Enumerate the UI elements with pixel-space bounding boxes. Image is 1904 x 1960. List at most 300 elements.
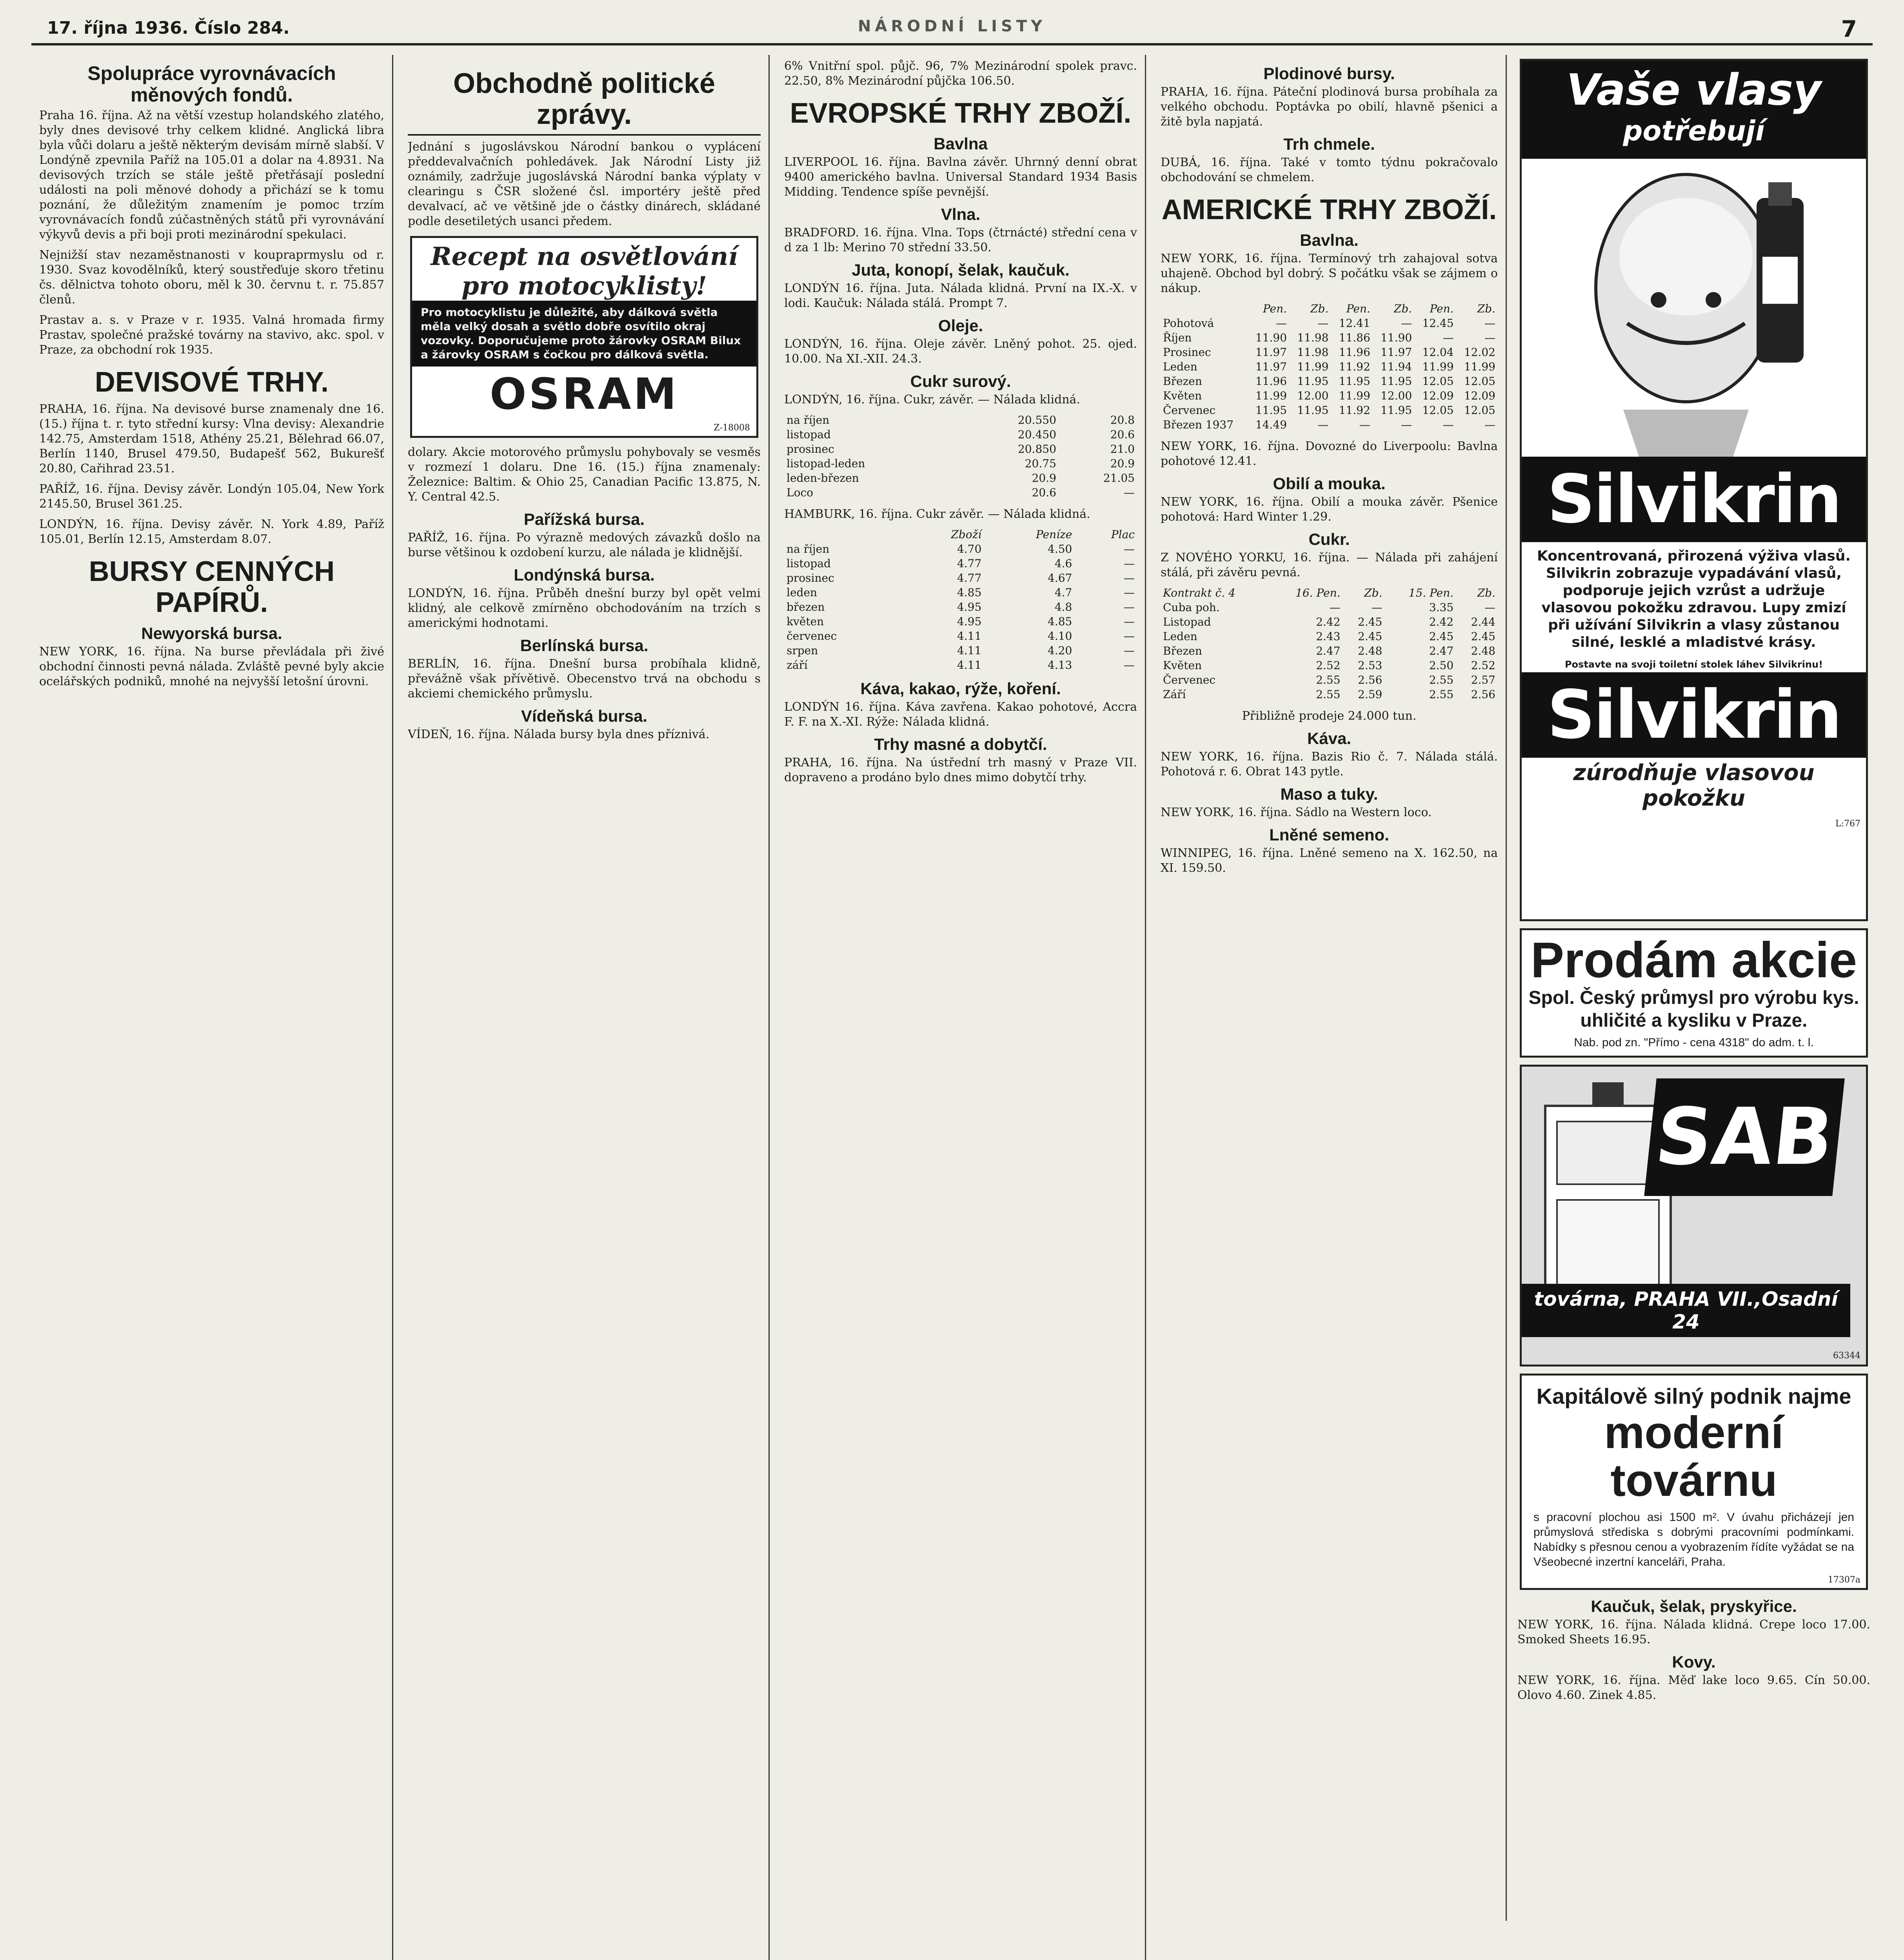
table-row xyxy=(784,585,1137,600)
table-cell: 12.09 xyxy=(1464,389,1495,403)
table-header-cell: Pen. xyxy=(1263,302,1287,316)
table-header-cell: Kontrakt č. 4 xyxy=(1163,586,1235,600)
table-cell: 11.99 xyxy=(1339,389,1370,403)
table-row xyxy=(1161,600,1498,615)
cotton-ny-table xyxy=(1161,301,1498,432)
table-cell: 4.70 xyxy=(957,543,982,556)
table-cell: — xyxy=(1124,659,1135,672)
prodam-akcie-advertisement xyxy=(1520,928,1868,1058)
table-cell: Květen xyxy=(1163,389,1202,403)
article-paragraph: NEW YORK, 16. října. Dovozné do Liverpoolu: Bavlna pohotové 12.41. xyxy=(1161,439,1498,468)
table-row xyxy=(784,485,1137,500)
subhead-chmel: Trh chmele. xyxy=(1283,135,1375,153)
table-cell: 11.99 xyxy=(1464,360,1495,374)
table-cell: 2.57 xyxy=(1471,673,1495,687)
table-cell: 2.47 xyxy=(1429,644,1454,658)
headline-obchodne-politicke: Obchodně politické zprávy. xyxy=(408,68,761,136)
table-row xyxy=(1161,330,1498,345)
table-row xyxy=(1161,644,1498,658)
subhead-vienna: Vídeňská bursa. xyxy=(521,707,648,726)
column-4 xyxy=(1161,59,1498,1921)
table-cell: — xyxy=(1317,317,1329,330)
table-header-cell: Zb. xyxy=(1393,302,1412,316)
subhead-berlin: Berlínská bursa. xyxy=(520,636,649,655)
article-paragraph: LONDÝN 16. října. Káva zavřena. Kakao pohotové, Accra F. F. na X.-XI. Rýže: Nálada klidná. xyxy=(784,700,1137,729)
masthead xyxy=(31,16,1873,45)
article-paragraph: NEW YORK, 16. října. Na burse převládala při živé obchodní činnosti pevná nálada. Zvláště pevné byly akcie ocelářských podniků, mnohé na nejvyšší letošní úrovni. xyxy=(39,644,384,688)
column-rule xyxy=(769,55,770,1960)
article-paragraph: Jednání s jugoslávskou Národní bankou o vyplácení předdevalvačních pohledávek. Jak Národní Listy již oznámily, zadržuje jugoslávská Národní banka výplaty v clearingu s ČSR složené čsl. importéry ještě před devalvací, ač ve většině jde o částky dinárech, skládané podle desetiletých usanci předem. xyxy=(408,140,761,229)
table-caption: Z NOVÉHO YORKU, 16. října. — Nálada při zahájení stálá, při závěru pevná. xyxy=(1161,551,1498,580)
table-cell: 11.96 xyxy=(1339,346,1370,359)
table-cell: Loco xyxy=(787,486,813,499)
table-cell: — xyxy=(1317,418,1329,432)
article-paragraph: NEW YORK, 16. října. Sádlo na Western loco. xyxy=(1161,806,1432,820)
table-cell: prosinec xyxy=(787,572,834,585)
table-header-cell: Plac xyxy=(1111,528,1135,541)
table-row xyxy=(784,600,1137,614)
table-row xyxy=(784,427,1137,442)
silvikrin-logo: Silvikrin xyxy=(1522,457,1866,542)
table-cell: na říjen xyxy=(787,414,830,427)
table-caption: LONDÝN, 16. října. Cukr, závěr. — Nálada klidná. xyxy=(784,393,1080,407)
article-paragraph: VÍDEŇ, 16. října. Nálada bursy byla dnes příznivá. xyxy=(408,728,710,742)
silvikrin-description: Koncentrovaná, přirozená výživa vlasů. Silvikrin zobrazuje vypadávání vlasů, podporuje jejich vzrůst a udržuje vlasovou pokožku zdravou. Lupy zmizí při užívání Silvikrin a vlasy zůstanou silné, lesklé a mladistvé krásy. xyxy=(1537,548,1851,650)
table-header-cell: Zb. xyxy=(1364,586,1383,600)
table-cell: 11.99 xyxy=(1297,360,1329,374)
table-cell: 4.77 xyxy=(957,557,982,570)
table-cell: — xyxy=(1124,601,1135,614)
table-header-cell: 15. Pen. xyxy=(1408,586,1454,600)
table-cell: 11.92 xyxy=(1339,404,1370,417)
osram-body: Pro motocyklistu je důležité, aby dálková světla měla velký dosah a světlo dobře osvítilo okraj vozovky. Doporučujeme proto žárovky OSRAM Bilux a žárovky OSRAM s čočkou pro dálková světla. xyxy=(412,301,756,367)
table-header-cell: Pen. xyxy=(1346,302,1370,316)
table-cell: 2.55 xyxy=(1429,688,1454,701)
table-row xyxy=(784,658,1137,672)
subhead-kovy: Kovy. xyxy=(1672,1652,1716,1671)
table-cell: 11.99 xyxy=(1422,360,1454,374)
table-cell: srpen xyxy=(787,644,818,657)
table-cell: 11.97 xyxy=(1255,346,1287,359)
table-cell: 2.45 xyxy=(1358,615,1383,629)
article-paragraph: LONDÝN, 16. října. Oleje závěr. Lněný pohot. 25. ojed. 10.00. Na XI.-XII. 24.3. xyxy=(784,337,1137,366)
table-cell: červenec xyxy=(787,630,837,643)
column-5 xyxy=(1517,59,1870,1921)
article-paragraph: WINNIPEG, 16. října. Lněné semeno na X. 162.50, na XI. 159.50. xyxy=(1161,846,1498,875)
table-cell: 12.41 xyxy=(1339,317,1370,330)
article-paragraph: 6% Vnitřní spol. půjč. 96, 7% Mezinárodní spolek pravc. 22.50, 8% Mezinárodní půjčka 106.50. xyxy=(784,59,1137,88)
table-cell: 2.45 xyxy=(1358,630,1383,643)
table-row xyxy=(1161,359,1498,374)
table-row xyxy=(1161,629,1498,644)
subhead-lnene: Lněné semeno. xyxy=(1269,826,1389,844)
table-cell: 2.55 xyxy=(1316,688,1341,701)
table-cell: Květen xyxy=(1163,659,1202,672)
table-cell: listopad-leden xyxy=(787,457,865,470)
newspaper-page xyxy=(31,16,1873,1960)
table-cell: — xyxy=(1124,572,1135,585)
table-cell: 4.20 xyxy=(1048,644,1072,657)
table-cell: 11.95 xyxy=(1380,404,1412,417)
table-cell: — xyxy=(1401,317,1412,330)
table-cell: 11.98 xyxy=(1297,331,1329,345)
subhead-london: Londýnská bursa. xyxy=(514,566,655,584)
article-paragraph: DUBÁ, 16. října. Také v tomto týdnu pokračovalo obchodování se chmelem. xyxy=(1161,156,1498,184)
ad-code: 63344 xyxy=(1833,1351,1860,1361)
table-cell: 4.10 xyxy=(1048,630,1072,643)
osram-headline: Recept na osvětlování pro motocyklisty! xyxy=(431,242,738,301)
table-cell: 12.00 xyxy=(1380,389,1412,403)
table-cell: 11.90 xyxy=(1380,331,1412,345)
silvikrin-note: Postavte na svoji toiletní stolek láhev Silvikrinu! xyxy=(1564,659,1823,670)
article-paragraph: PAŘÍŽ, 16. října. Devisy závěr. Londýn 105.04, New York 2145.50, Brusel 361.25. xyxy=(39,482,384,511)
sab-advertisement xyxy=(1520,1065,1868,1367)
table-cell: — xyxy=(1484,601,1495,614)
subhead-kaucuk: Kaučuk, šelak, pryskyřice. xyxy=(1591,1597,1797,1615)
article-paragraph: Prastav a. s. v Praze v r. 1935. Valná hromada firmy Prastav, společné pražské továrny na stavivo, akc. spol. v Praze, za obchodní rok 1935. xyxy=(39,313,384,357)
table-cell: 12.05 xyxy=(1422,375,1454,388)
table-cell: 12.05 xyxy=(1422,404,1454,417)
prodam-subtitle: Spol. Český průmysl pro výrobu kys. uhličité a kysliku v Praze. xyxy=(1528,987,1859,1031)
table-cell: — xyxy=(1124,644,1135,657)
table-cell: Březen 1937 xyxy=(1163,418,1234,432)
subhead-oleje: Oleje. xyxy=(938,316,983,335)
table-cell: 4.67 xyxy=(1048,572,1072,585)
table-cell: 11.99 xyxy=(1255,389,1287,403)
table-row xyxy=(784,629,1137,643)
table-cell: 2.50 xyxy=(1429,659,1454,672)
table-cell: Leden xyxy=(1163,630,1197,643)
table-cell: 11.95 xyxy=(1339,375,1370,388)
table-cell: Pohotová xyxy=(1163,317,1214,330)
table-cell: 20.6 xyxy=(1032,486,1056,499)
table-cell: 2.48 xyxy=(1358,644,1383,658)
table-cell: Listopad xyxy=(1163,615,1211,629)
table-cell: 4.85 xyxy=(957,586,982,599)
table-cell: 11.94 xyxy=(1380,360,1412,374)
table-cell: — xyxy=(1359,418,1370,432)
table-header-cell: Zb. xyxy=(1477,302,1495,316)
article-paragraph: NEW YORK, 16. října. Nálada klidná. Crepe loco 17.00. Smoked Sheets 16.95. xyxy=(1517,1617,1870,1646)
ad-code: Z-18008 xyxy=(714,423,750,433)
table-header-cell: Pen. xyxy=(1430,302,1454,316)
table-header-cell: Zb. xyxy=(1310,302,1329,316)
article-paragraph: PAŘÍŽ, 16. října. Po výrazně medových závazků došlo na burse většinou k ozdobení kurzu, ale nálada je klidnější. xyxy=(408,531,761,560)
table-cell: 20.8 xyxy=(1110,414,1135,427)
headline-devisove-trhy: DEVISOVÉ TRHY. xyxy=(94,367,329,398)
table-cell: 4.77 xyxy=(957,572,982,585)
silvikrin-tagline: zúrodňuje vlasovou pokožku xyxy=(1573,760,1815,811)
tovarna-advertisement xyxy=(1520,1374,1868,1590)
table-cell: Březen xyxy=(1163,644,1202,658)
table-header-cell: Zb. xyxy=(1477,586,1495,600)
subhead-juta: Juta, konopí, šelak, kaučuk. xyxy=(852,261,1070,279)
sab-caption: továrna, PRAHA VII.,Osadní 24 xyxy=(1522,1284,1850,1337)
table-cell: 2.55 xyxy=(1316,673,1341,687)
table-cell: — xyxy=(1329,601,1341,614)
silvikrin-banner-line2: potřebují xyxy=(1522,115,1866,155)
table-cell: 11.92 xyxy=(1339,360,1370,374)
paper-title: NÁRODNÍ LISTY xyxy=(858,17,1046,35)
table-cell: leden-březen xyxy=(787,472,859,485)
table-header-cell: Zboží xyxy=(951,528,982,541)
table-cell: 2.42 xyxy=(1429,615,1454,629)
table-cell: 2.52 xyxy=(1316,659,1341,672)
table-cell: 20.850 xyxy=(1017,443,1056,456)
table-cell: 2.56 xyxy=(1358,673,1383,687)
subhead-maso-ny: Maso a tuky. xyxy=(1280,785,1378,804)
table-cell: — xyxy=(1401,418,1412,432)
subhead-bavlna-ny: Bavlna. xyxy=(1300,231,1359,250)
table-cell: 21.0 xyxy=(1110,443,1135,456)
table-cell: Červenec xyxy=(1163,404,1216,417)
table-cell: 4.11 xyxy=(957,630,982,643)
subhead-cukr-ny: Cukr. xyxy=(1308,530,1350,549)
sab-logo: SAB xyxy=(1644,1078,1845,1196)
table-row xyxy=(1161,687,1498,702)
table-cell: 12.00 xyxy=(1297,389,1329,403)
article-paragraph: LIVERPOOL 16. října. Bavlna závěr. Uhrnný denní obrat 9400 amerického bavlna. Universal Standard 1934 Basis Midding. Tendence spíše pevnější. xyxy=(784,155,1137,199)
article-paragraph: NEW YORK, 16. října. Termínový trh zahajoval sotva uhajeně. Obchod byl dobrý. S počátku však se zájmem o nákup. xyxy=(1161,252,1498,296)
table-header-row xyxy=(1161,301,1498,316)
table-cell: 11.90 xyxy=(1255,331,1287,345)
table-cell: 21.05 xyxy=(1103,472,1135,485)
table-cell: — xyxy=(1276,317,1287,330)
table-cell: Leden xyxy=(1163,360,1197,374)
table-cell: 4.6 xyxy=(1054,557,1072,570)
table-cell: 12.05 xyxy=(1464,375,1495,388)
table-cell: 2.42 xyxy=(1316,615,1341,629)
table-cell: Červenec xyxy=(1163,673,1216,687)
table-row xyxy=(1161,316,1498,330)
osram-logo: OSRAM xyxy=(489,369,679,419)
tovarna-headline: Kapitálově silný podnik najme xyxy=(1536,1384,1851,1409)
article-paragraph: PRAHA, 16. října. Na ústřední trh masný v Praze VII. dopraveno a prodáno bylo dnes mimo dobytčí trhy. xyxy=(784,756,1137,785)
table-row xyxy=(784,542,1137,556)
table-cell: 11.86 xyxy=(1339,331,1370,345)
table-cell: Prosinec xyxy=(1163,346,1211,359)
table-cell: 3.35 xyxy=(1429,601,1454,614)
table-header-cell xyxy=(1161,301,1248,316)
subhead-cukr: Cukr surový. xyxy=(910,372,1011,391)
table-cell: 4.7 xyxy=(1054,586,1072,599)
table-row xyxy=(1161,417,1498,432)
table-cell: 2.45 xyxy=(1429,630,1454,643)
article-paragraph: LONDÝN 16. října. Juta. Nálada klidná. První na IX.-X. v lodi. Kaučuk: Nálada stálá. Prompt 7. xyxy=(784,281,1137,310)
table-cell: — xyxy=(1484,418,1495,432)
table-cell: 4.13 xyxy=(1048,659,1072,672)
table-cell: na říjen xyxy=(787,543,830,556)
table-row xyxy=(1161,673,1498,687)
table-cell: 4.85 xyxy=(1048,615,1072,628)
table-cell: 4.11 xyxy=(957,644,982,657)
table-cell: 12.02 xyxy=(1464,346,1495,359)
subhead-vlna: Vlna. xyxy=(941,205,981,224)
article-paragraph: NEW YORK, 16. října. Měď lake loco 9.65. Cín 50.00. Olovo 4.60. Zinek 4.85. xyxy=(1517,1673,1870,1702)
table-cell: — xyxy=(1124,630,1135,643)
table-cell: 11.95 xyxy=(1297,375,1329,388)
headline-bursy-cennych-papiru: BURSY CENNÝCH PAPÍRŮ. xyxy=(89,556,335,619)
tovarna-text: s pracovní plochou asi 1500 m². V úvahu přicházejí jen průmyslová střediska s dobrými pracovními podmínkami. Nabídky s přesnou cenou a vyobrazením řídíte vyžádat se na Všeobecné inzertní kanceláři, Praha. xyxy=(1533,1510,1854,1568)
table-cell: 11.98 xyxy=(1297,346,1329,359)
table-cell: — xyxy=(1124,543,1135,556)
subhead-plodinove: Plodinové bursy. xyxy=(1263,64,1395,83)
table-cell: 11.97 xyxy=(1380,346,1412,359)
table-cell: 2.48 xyxy=(1471,644,1495,658)
ad-code: 17307a xyxy=(1828,1575,1860,1585)
headline-fund-cooperation: Spolupráce vyrovnávacích měnových fondů. xyxy=(87,62,336,106)
table-row xyxy=(784,442,1137,456)
column-rule xyxy=(1506,55,1507,1921)
prodam-title: Prodám akcie xyxy=(1530,932,1857,988)
headline-evropske-trhy: EVROPSKÉ TRHY ZBOŽÍ. xyxy=(790,98,1132,129)
sugar-ny-table xyxy=(1161,586,1498,702)
article-paragraph: LONDÝN, 16. října. Průběh dnešní burzy byl opět velmi klidný, ale celkově zmírněno obchodováním na trzích s americkými hodnotami. xyxy=(408,586,761,630)
table-cell: listopad xyxy=(787,428,831,441)
table-cell: 11.95 xyxy=(1255,404,1287,417)
ad-code: L:767 xyxy=(1835,819,1860,829)
table-cell: 20.9 xyxy=(1110,457,1135,470)
table-row xyxy=(1161,345,1498,359)
table-caption: HAMBURK, 16. října. Cukr závěr. — Nálada klidná. xyxy=(784,507,1090,521)
table-cell: 4.11 xyxy=(957,659,982,672)
table-row xyxy=(1161,374,1498,388)
article-paragraph: Nejnižší stav nezaměstnanosti v koupraprmyslu od r. 1930. Svaz kovodělníků, který soustřeďuje skoro třetinu čs. dělnictva tohoto oboru, měl k 30. červnu t. r. 75.857 členů. xyxy=(39,248,384,307)
table-cell: 20.9 xyxy=(1032,472,1056,485)
table-cell: 4.95 xyxy=(957,601,982,614)
table-cell: 12.04 xyxy=(1422,346,1454,359)
table-cell: — xyxy=(1484,317,1495,330)
table-cell: 2.45 xyxy=(1471,630,1495,643)
table-cell: 2.53 xyxy=(1358,659,1383,672)
table-cell: 4.50 xyxy=(1048,543,1072,556)
sugar-hamburg-table xyxy=(784,527,1137,672)
column-3 xyxy=(784,59,1137,1960)
article-paragraph: PRAHA, 16. října. Páteční plodinová bursa probíhala za velkého obchodu. Poptávka po obilí, hlavně pšenici a žitě byla napjatá. xyxy=(1161,85,1498,129)
article-paragraph: dolary. Akcie motorového průmyslu pohybovaly se vesměs v rozmezí 1 dolaru. Dne 16. (15.) října znamenaly: Železnice: Baltim. & Ohio 25, Canadian Pacific 13.875, N. Y. Central 42.5. xyxy=(408,445,761,504)
table-row xyxy=(784,556,1137,571)
table-row xyxy=(784,471,1137,485)
table-cell: Březen xyxy=(1163,375,1202,388)
table-cell: 2.52 xyxy=(1471,659,1495,672)
sugar-london-table xyxy=(784,413,1137,500)
table-cell: — xyxy=(1124,557,1135,570)
table-cell: 2.44 xyxy=(1471,615,1495,629)
article-paragraph: NEW YORK, 16. října. Obilí a mouka závěr. Pšenice pohotová: Hard Winter 1.29. xyxy=(1161,495,1498,524)
article-paragraph: PRAHA, 16. října. Na devisové burse znamenaly dne 16. (15.) října t. r. tyto střední kursy: Vlna devisy: Alexandrie 142.75, Amsterdam 1518, Athény 25.21, Bělehrad 66.07, Berlín 1140, Brusel 479.50, Budapešť 562, Bukurešť 20.80, Cařihrad 23.51. xyxy=(39,402,384,476)
column-2 xyxy=(408,59,761,1960)
subhead-newyork: Newyorská bursa. xyxy=(141,624,282,642)
table-row xyxy=(1161,388,1498,403)
page-number: 7 xyxy=(1841,16,1857,42)
subhead-bavlna: Bavlna xyxy=(934,134,988,153)
prodam-address: Nab. pod zn. "Přímo - cena 4318" do adm. t. l. xyxy=(1574,1036,1814,1049)
article-paragraph: NEW YORK, 16. října. Bazis Rio č. 7. Nálada stálá. Pohotová r. 6. Obrat 143 pytle. xyxy=(1161,750,1498,779)
table-cell: 2.47 xyxy=(1316,644,1341,658)
table-cell: 2.59 xyxy=(1358,688,1383,701)
table-cell: listopad xyxy=(787,557,831,570)
table-row xyxy=(784,413,1137,427)
table-cell: 2.56 xyxy=(1471,688,1495,701)
table-cell: — xyxy=(1124,586,1135,599)
table-cell: 12.45 xyxy=(1422,317,1454,330)
table-cell: 2.43 xyxy=(1316,630,1341,643)
article-paragraph: LONDÝN, 16. října. Devisy závěr. N. York 4.89, Paříž 105.01, Berlín 12.15, Amsterdam 8.07. xyxy=(39,517,384,546)
issue-date: 17. října 1936. Číslo 284. xyxy=(47,18,290,38)
subhead-kava: Káva, kakao, rýže, koření. xyxy=(860,679,1061,698)
table-cell: 11.97 xyxy=(1255,360,1287,374)
article-paragraph: BERLÍN, 16. října. Dnešní bursa probíhala klidně, převážně však přívětivě. Obecenstvo trvá na obchodu s akciemi chemického průmyslu. xyxy=(408,657,761,701)
table-cell: březen xyxy=(787,601,825,614)
table-row xyxy=(1161,615,1498,629)
table-cell: 20.550 xyxy=(1017,414,1056,427)
table-cell: 20.75 xyxy=(1025,457,1056,470)
table-cell: 14.49 xyxy=(1255,418,1287,432)
table-cell: Září xyxy=(1163,688,1186,701)
table-cell: — xyxy=(1443,418,1454,432)
table-cell: září xyxy=(787,659,808,672)
subhead-maso: Trhy masné a dobytčí. xyxy=(874,735,1047,754)
table-note: Přibližně prodeje 24.000 tun. xyxy=(1242,709,1417,723)
headline-americke-trhy: AMERICKÉ TRHY ZBOŽÍ. xyxy=(1161,194,1497,225)
table-cell: 2.55 xyxy=(1429,673,1454,687)
table-header-cell: 16. Pen. xyxy=(1295,586,1341,600)
table-row xyxy=(784,643,1137,658)
table-cell: 12.09 xyxy=(1422,389,1454,403)
table-cell: květen xyxy=(787,615,824,628)
tovarna-title: moderní továrnu xyxy=(1604,1407,1784,1506)
table-cell: — xyxy=(1484,331,1495,345)
table-cell: Říjen xyxy=(1163,331,1192,345)
column-rule xyxy=(392,55,393,1960)
table-cell: — xyxy=(1124,486,1135,499)
table-cell: — xyxy=(1124,615,1135,628)
subhead-paris: Pařížská bursa. xyxy=(523,510,645,529)
table-header-cell: Peníze xyxy=(1036,528,1072,541)
subhead-obili: Obilí a mouka. xyxy=(1273,474,1386,493)
table-cell: prosinec xyxy=(787,443,834,456)
table-header-cell xyxy=(784,527,906,542)
silvikrin-logo-2: Silvikrin xyxy=(1522,672,1866,758)
table-cell: 20.6 xyxy=(1110,428,1135,441)
table-cell: 11.96 xyxy=(1255,375,1287,388)
table-cell: 4.8 xyxy=(1054,601,1072,614)
table-cell: — xyxy=(1443,331,1454,345)
subhead-kava-ny: Káva. xyxy=(1307,729,1352,748)
silvikrin-advertisement xyxy=(1520,59,1868,921)
table-cell: 12.05 xyxy=(1464,404,1495,417)
table-row xyxy=(1161,403,1498,417)
bald-man-illustration xyxy=(1568,159,1819,457)
table-row xyxy=(1161,658,1498,673)
table-cell: 4.95 xyxy=(957,615,982,628)
silvikrin-banner xyxy=(1522,61,1866,159)
table-row xyxy=(784,456,1137,471)
table-header-row xyxy=(784,527,1137,542)
table-cell: 20.450 xyxy=(1017,428,1056,441)
table-cell: — xyxy=(1371,601,1383,614)
table-cell: 11.95 xyxy=(1380,375,1412,388)
table-cell: 11.95 xyxy=(1297,404,1329,417)
table-row xyxy=(784,614,1137,629)
osram-advertisement xyxy=(410,236,758,438)
table-header-row xyxy=(1161,586,1498,600)
article-paragraph: BRADFORD. 16. října. Vlna. Tops (čtrnácté) střední cena v d za 1 lb: Merino 70 střední 33.50. xyxy=(784,226,1137,255)
column-rule xyxy=(1145,55,1146,1960)
silvikrin-banner-line1: Vaše vlasy xyxy=(1566,65,1821,115)
article-paragraph: Praha 16. října. Až na větší vzestup holandského zlatého, byly dnes devisové trhy celkem klidné. Anglická libra byla vůči dolaru a ještě některým devisám mírně slabší. V Londýně zpevnila Paříž na 105.01 a dolar na 4.8931. Na devisových trzích se stále ještě přetřásají poslední události na poli měnové dohody a přichází se k tomu poznání, že důležitým znamením je pomoc trzím vyrovnávacích fondů zúčastněných států při vyrovnávání výkyvů devis a při boji proti mezinárodní spekulaci. xyxy=(39,109,384,241)
table-cell: Cuba poh. xyxy=(1163,601,1220,614)
